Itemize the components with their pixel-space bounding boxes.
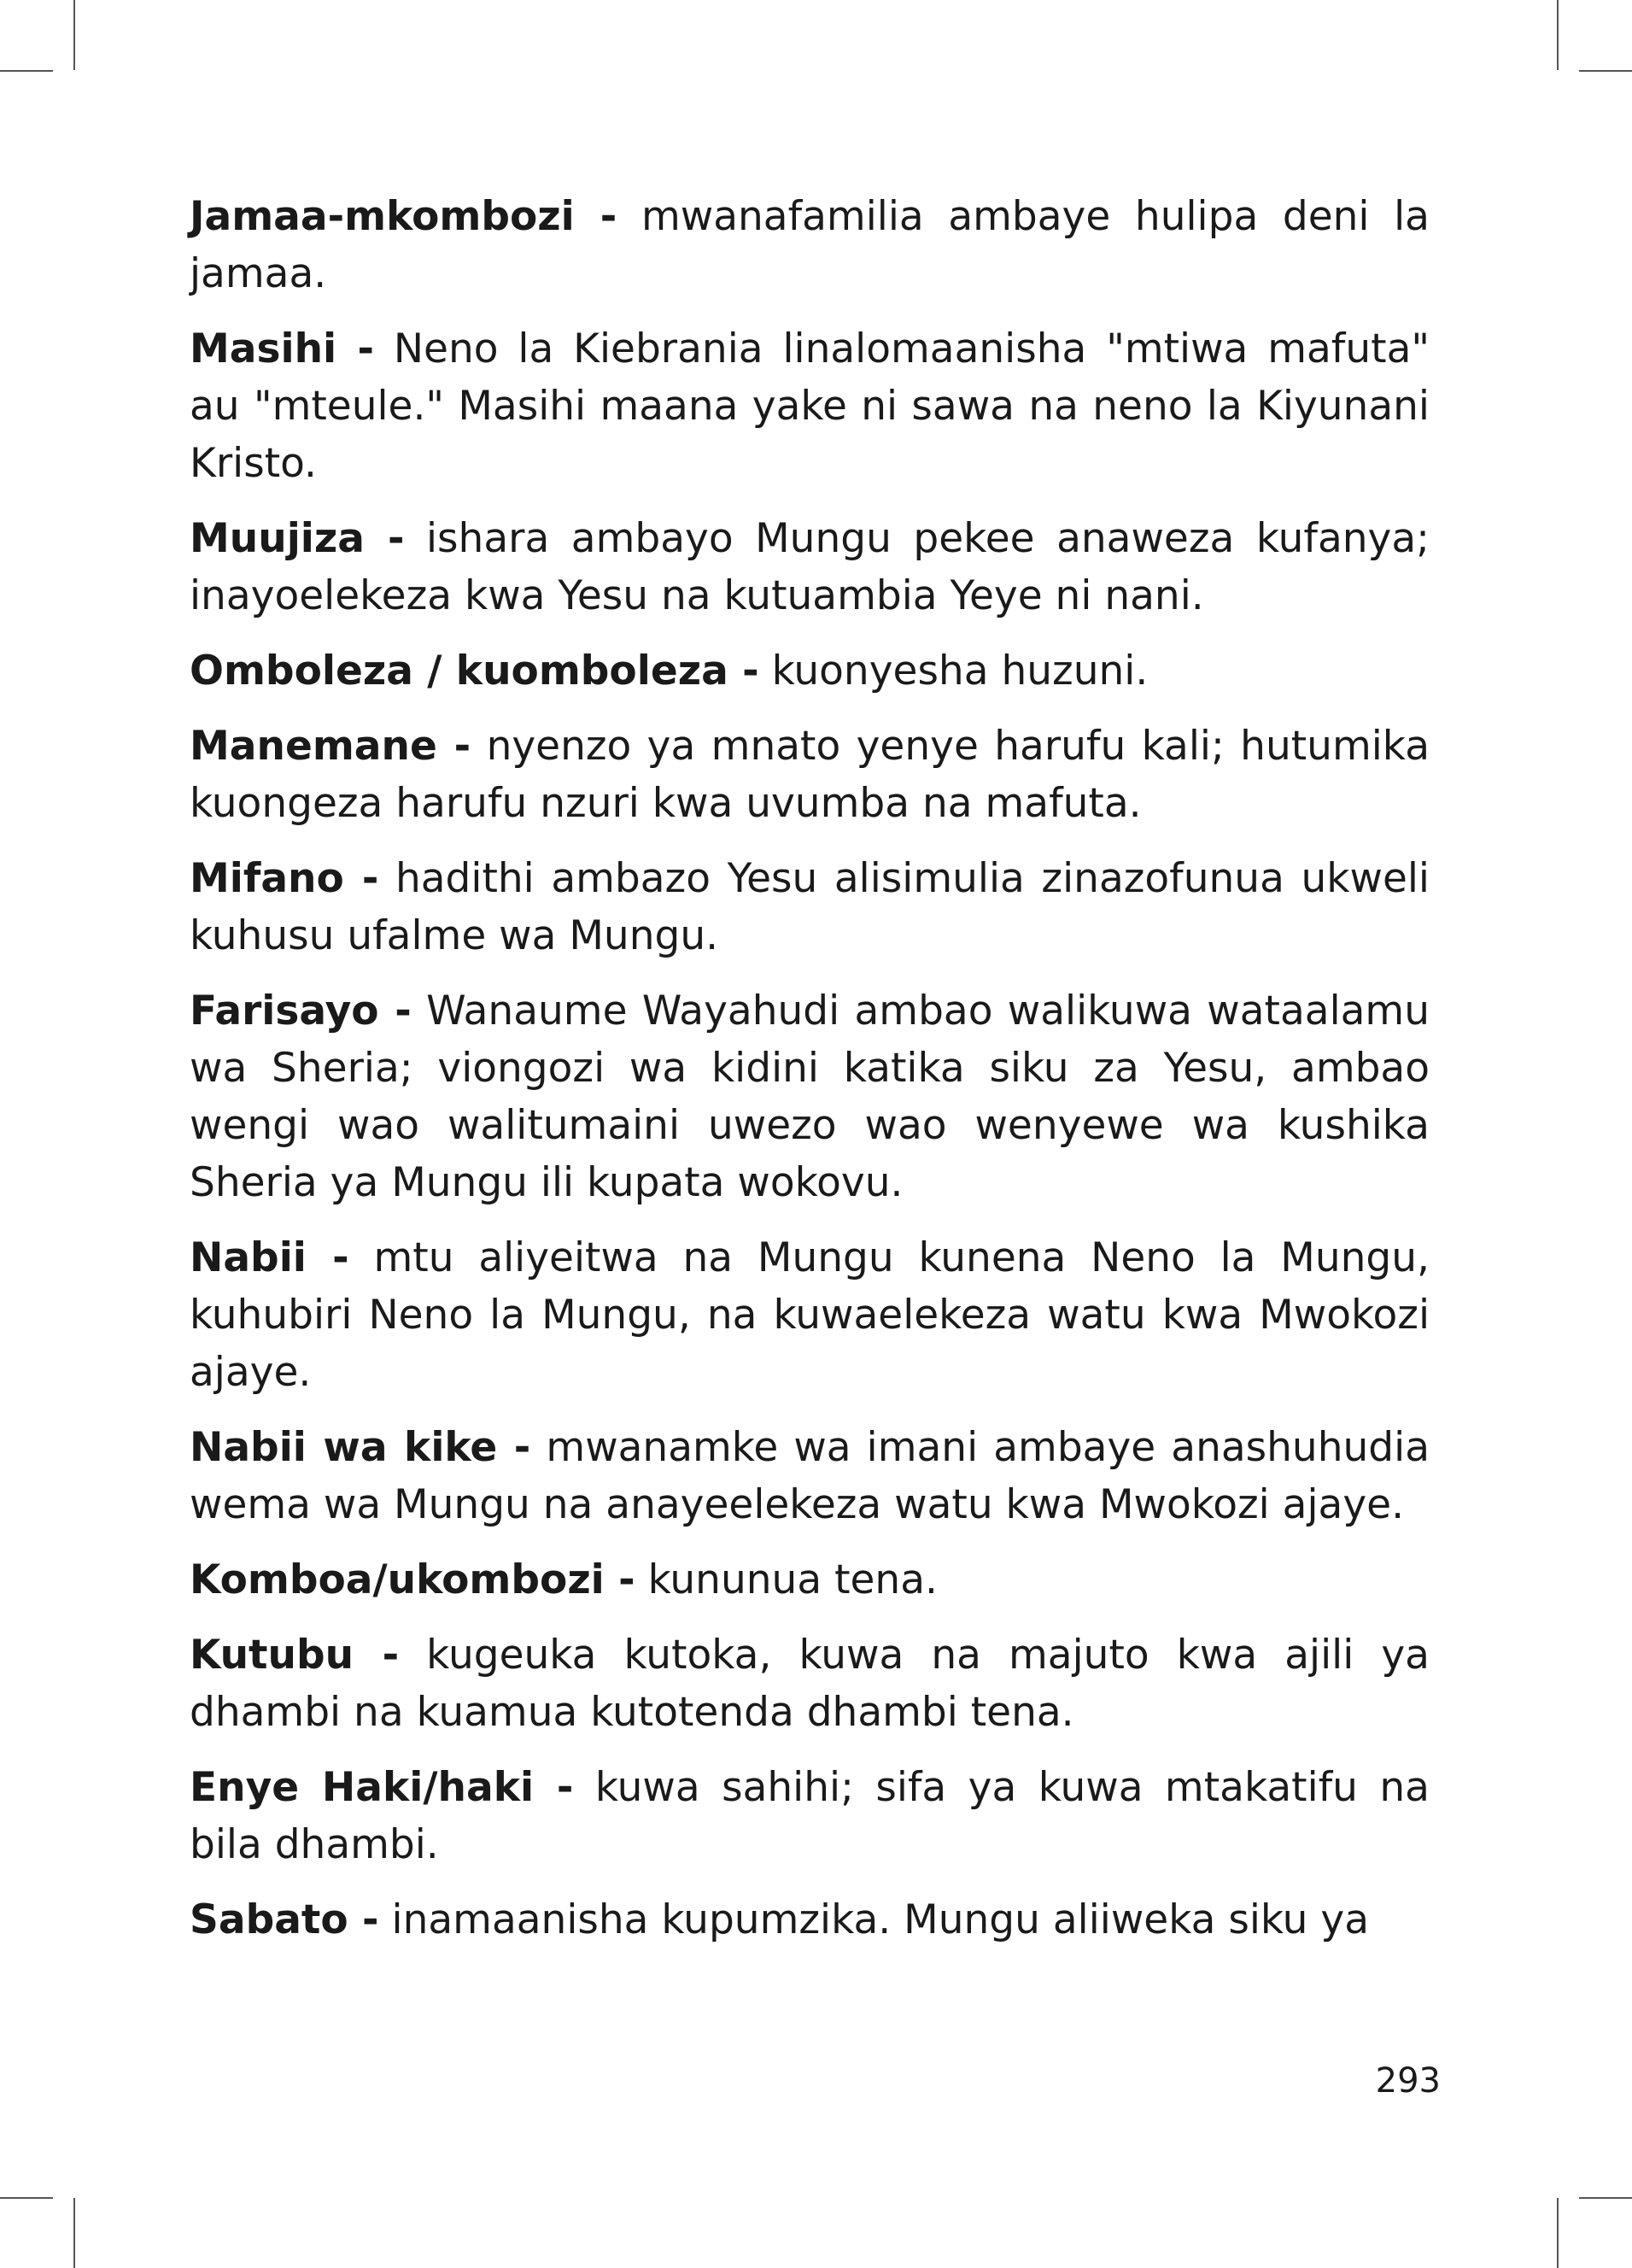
glossary-definition: Neno la Kiebrania linalomaanisha "mtiwa mafuta" au "mteule." Masihi maana yake ni sawa na neno la Kiyunani Kristo. [190,325,1430,487]
glossary-term: Sabato - [190,1896,379,1943]
crop-mark-top-left-horizontal [0,70,53,72]
glossary-definition: kuwa sahihi; sifa ya kuwa mtakatifu na bila dhambi. [190,1764,1430,1868]
glossary-entry [190,982,1430,1211]
glossary-entry [190,1759,1430,1873]
page-number: 293 [1375,2061,1441,2101]
crop-mark-top-left [73,0,75,70]
glossary-term: Manemane - [190,723,471,770]
glossary-entry [190,1551,1430,1609]
crop-mark-bottom-right-horizontal [1579,2197,1632,2199]
glossary-definition: inamaanisha kupumzika. Mungu aliiweka siku ya [391,1896,1369,1943]
crop-mark-bottom-right [1557,2198,1559,2268]
glossary-definition: kununua tena. [647,1556,938,1603]
glossary-definition: nyenzo ya mnato yenye harufu kali; hutumika kuongeza harufu nzuri kwa uvumba na mafuta. [190,723,1430,827]
glossary-entry [190,718,1430,832]
glossary-definition: mwanamke wa imani ambaye anashuhudia wema wa Mungu na anayeelekeza watu kwa Mwokozi ajaye. [190,1424,1430,1528]
glossary-entry [190,1891,1430,1949]
glossary-definition: kugeuka kutoka, kuwa na majuto kwa ajili ya dhambi na kuamua kutotenda dhambi tena. [190,1632,1430,1736]
glossary [190,188,1430,1966]
glossary-definition: Wanaume Wayahudi ambao walikuwa wataalamu wa Sheria; viongozi wa kidini katika siku za Yesu, ambao wengi wao walitumaini uwezo wao wenyewe wa kushika Sheria ya Mungu ili kupata wokovu. [190,987,1430,1206]
glossary-entry [190,1229,1430,1401]
glossary-entry [190,1626,1430,1741]
crop-mark-bottom-left-horizontal [0,2197,53,2199]
glossary-entry [190,188,1430,302]
glossary-entry [190,510,1430,624]
glossary-term: Jamaa-mkombozi - [190,193,617,240]
glossary-definition: ishara ambayo Mungu pekee anaweza kufanya; inayoelekeza kwa Yesu na kutuambia Yeye ni nani. [190,515,1430,619]
glossary-entry [190,850,1430,964]
glossary-definition: mwanafamilia ambaye hulipa deni la jamaa. [190,193,1430,297]
glossary-term: Omboleza / kuomboleza - [190,648,759,694]
crop-mark-top-right [1557,0,1559,70]
glossary-definition: mtu aliyeitwa na Mungu kunena Neno la Mungu, kuhubiri Neno la Mungu, na kuwaelekeza watu kwa Mwokozi ajaye. [190,1234,1430,1396]
glossary-definition: kuonyesha huzuni. [771,648,1149,694]
glossary-term: Enye Haki/haki - [190,1764,574,1811]
glossary-term: Mifano - [190,855,379,902]
glossary-entry [190,320,1430,492]
glossary-term: Nabii - [190,1234,349,1281]
crop-mark-bottom-left [73,2198,75,2268]
glossary-entry [190,1419,1430,1533]
glossary-definition: hadithi ambazo Yesu alisimulia zinazofunua ukweli kuhusu ufalme wa Mungu. [190,855,1430,959]
crop-mark-top-right-horizontal [1579,70,1632,72]
glossary-term: Komboa/ukombozi - [190,1556,635,1603]
glossary-term: Farisayo - [190,987,412,1034]
glossary-term: Muujiza - [190,515,405,562]
glossary-entry [190,642,1430,700]
glossary-term: Nabii wa kike - [190,1424,531,1471]
glossary-term: Kutubu - [190,1632,400,1679]
glossary-term: Masihi - [190,325,374,372]
